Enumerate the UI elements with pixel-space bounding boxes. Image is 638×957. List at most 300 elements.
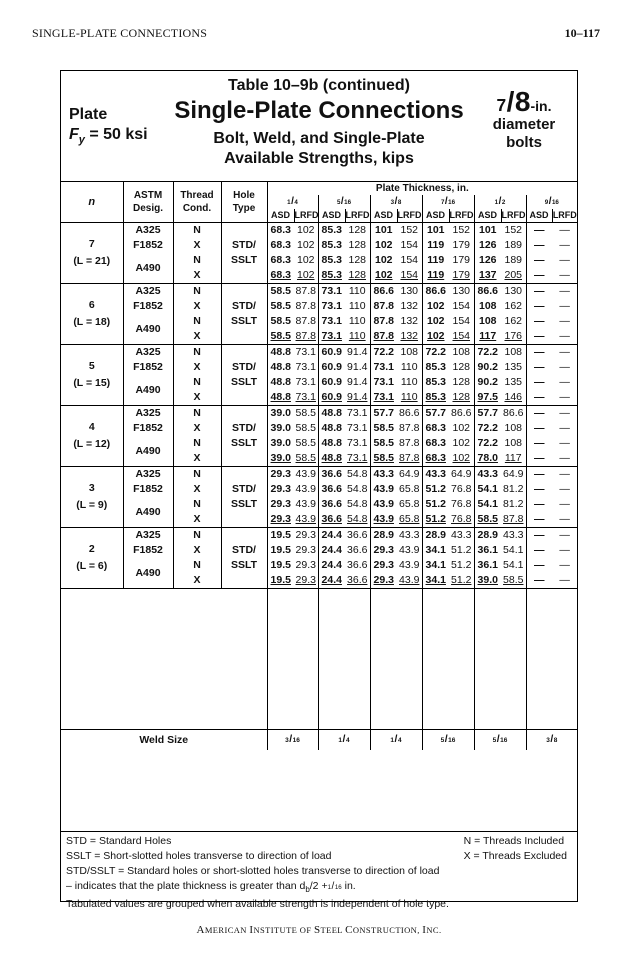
thickness-header: 9 / 16 (526, 195, 577, 209)
strength-value (318, 467, 345, 483)
strength-value (449, 253, 474, 268)
value-text: 108 (452, 346, 471, 358)
weld-size-label: Weld Size (61, 730, 267, 751)
value-text: 154 (400, 254, 419, 266)
strength-value (449, 268, 474, 284)
value-text: 43.3 (373, 468, 394, 480)
thread-cell: N (173, 467, 221, 483)
value-text: 101 (426, 224, 445, 236)
strength-value (267, 573, 294, 589)
strength-value (552, 238, 577, 253)
strength-value (552, 558, 577, 573)
strength-value (318, 482, 345, 497)
value-text: — (559, 529, 570, 541)
value-text: 28.9 (477, 529, 498, 541)
value-text: 58.5 (373, 437, 394, 449)
value-text: 101 (478, 224, 497, 236)
astm-cell: A325 (123, 528, 173, 544)
thread-cell: X (173, 238, 221, 253)
strength-value (397, 482, 422, 497)
strength-value (526, 558, 552, 573)
table-row (61, 238, 577, 253)
strength-value (370, 299, 397, 314)
thread-cell: N (173, 497, 221, 512)
table-frame (60, 70, 578, 911)
strength-value (449, 497, 474, 512)
value-text: — (534, 269, 545, 281)
value-text: 86.6 (451, 407, 472, 419)
value-text: 29.3 (373, 574, 394, 586)
astm-cell: A490 (123, 314, 173, 345)
strength-value (397, 223, 422, 239)
value-text: 119 (427, 239, 445, 251)
value-text: — (559, 239, 570, 251)
strength-value (345, 436, 370, 451)
strength-value (267, 467, 294, 483)
plate-thickness-header: Plate Thickness, in. (267, 182, 577, 196)
strength-value (397, 284, 422, 300)
strength-value (552, 268, 577, 284)
strength-value (294, 268, 318, 284)
weld-size-row (61, 730, 577, 751)
strength-value (370, 512, 397, 528)
value-text: — (534, 391, 545, 403)
strength-value (318, 406, 345, 422)
value-text: 137 (478, 269, 497, 281)
strength-value (526, 512, 552, 528)
strength-value (422, 573, 449, 589)
value-text: 58.5 (503, 574, 524, 586)
lrfd-header: LRFD (501, 209, 526, 223)
value-text: 73.1 (347, 407, 368, 419)
value-text: 85.3 (425, 376, 446, 388)
strength-value (318, 299, 345, 314)
strength-value (294, 299, 318, 314)
strength-value (370, 406, 397, 422)
strength-value (294, 284, 318, 300)
value-text: 128 (348, 254, 367, 266)
strength-value (318, 253, 345, 268)
value-text: 72.2 (477, 346, 498, 358)
hole-type-cell: STD/ (221, 360, 267, 375)
strength-value (294, 253, 318, 268)
thread-cell: N (173, 314, 221, 329)
strength-value (267, 436, 294, 451)
value-text: 36.6 (347, 544, 368, 556)
hole-type-cell (221, 223, 267, 239)
value-text: 48.8 (321, 452, 342, 464)
strength-value (345, 375, 370, 390)
value-text: 152 (400, 224, 419, 236)
value-text: 24.4 (321, 544, 342, 556)
value-text: 58.5 (270, 300, 291, 312)
strength-value (345, 467, 370, 483)
value-text: 36.6 (321, 498, 342, 510)
strength-value (422, 223, 449, 239)
value-text: 146 (504, 391, 523, 403)
value-text: 102 (452, 422, 471, 434)
value-text: 43.9 (295, 498, 316, 510)
strength-value (474, 543, 501, 558)
strength-value (501, 482, 526, 497)
value-text: 65.8 (399, 483, 420, 495)
hole-type-cell (221, 345, 267, 361)
strength-value (345, 512, 370, 528)
value-text: 65.8 (399, 498, 420, 510)
value-text: 102 (374, 254, 393, 266)
value-text: 19.5 (270, 529, 291, 541)
value-text: 97.5 (477, 391, 498, 403)
strength-value (397, 558, 422, 573)
table-title: Single-Plate Connections (174, 97, 464, 124)
strength-value (345, 390, 370, 406)
strength-value (294, 573, 318, 589)
strength-value (422, 253, 449, 268)
value-text: 128 (452, 391, 471, 403)
strength-value (422, 329, 449, 345)
value-text: — (559, 559, 570, 571)
value-text: — (559, 269, 570, 281)
value-text: 29.3 (373, 559, 394, 571)
hole-type-cell (221, 329, 267, 345)
value-text: 57.7 (477, 407, 498, 419)
value-text: 90.2 (477, 361, 498, 373)
strength-value (267, 558, 294, 573)
strength-value (318, 329, 345, 345)
astm-cell: F1852 (123, 421, 173, 436)
thickness-header: 1 / 2 (474, 195, 526, 209)
strength-value (345, 482, 370, 497)
value-text: 57.7 (373, 407, 394, 419)
value-text: 102 (426, 300, 445, 312)
value-text: 43.9 (399, 574, 420, 586)
strength-value (267, 390, 294, 406)
value-text: 135 (504, 361, 523, 373)
value-text: 87.8 (295, 285, 316, 297)
strength-value (345, 360, 370, 375)
hole-type-cell: SSLT (221, 436, 267, 451)
astm-cell: F1852 (123, 543, 173, 558)
astm-cell: A325 (123, 223, 173, 239)
hole-type-cell (221, 406, 267, 422)
value-text: 34.1 (425, 574, 446, 586)
value-text: 68.3 (425, 422, 446, 434)
value-text: — (534, 330, 545, 342)
strength-value (449, 467, 474, 483)
value-text: 58.5 (295, 407, 316, 419)
value-text: 72.2 (373, 346, 394, 358)
strength-value (397, 360, 422, 375)
value-text: 58.5 (270, 285, 291, 297)
astm-cell: A325 (123, 406, 173, 422)
strength-value (345, 268, 370, 284)
strength-value (294, 543, 318, 558)
value-text: 110 (400, 391, 418, 403)
strength-value (294, 451, 318, 467)
value-text: 58.5 (270, 315, 291, 327)
strength-value (370, 314, 397, 329)
value-text: 78.0 (477, 452, 498, 464)
strength-value (397, 314, 422, 329)
strength-value (345, 573, 370, 589)
value-text: 73.1 (295, 346, 316, 358)
value-text: — (559, 361, 570, 373)
value-text: 54.8 (347, 498, 368, 510)
strength-value (267, 451, 294, 467)
value-text: — (559, 285, 570, 297)
fy-label: $F_y = 50$ ksi (69, 126, 148, 147)
strength-value (294, 238, 318, 253)
value-text: — (559, 315, 570, 327)
table-row (61, 558, 577, 573)
thread-cell: X (173, 360, 221, 375)
strength-value (345, 543, 370, 558)
strength-value (294, 436, 318, 451)
value-text: 43.9 (295, 483, 316, 495)
strength-value (345, 497, 370, 512)
value-text: — (534, 239, 545, 251)
value-text: 76.8 (451, 513, 472, 525)
hole-type-cell: STD/ (221, 421, 267, 436)
strength-value (422, 421, 449, 436)
value-text: — (534, 300, 545, 312)
value-text: 48.8 (270, 346, 291, 358)
value-text: 110 (348, 315, 366, 327)
strength-value (370, 223, 397, 239)
strength-value (449, 451, 474, 467)
strength-value (294, 467, 318, 483)
strength-value (397, 436, 422, 451)
value-text: 43.3 (503, 529, 524, 541)
strength-value (501, 284, 526, 300)
strength-value (449, 390, 474, 406)
value-text: 110 (348, 285, 366, 297)
value-text: 87.8 (399, 437, 420, 449)
strength-value (474, 573, 501, 589)
value-text: — (534, 254, 545, 266)
value-text: 86.6 (373, 285, 394, 297)
strength-value (501, 238, 526, 253)
value-text: 58.5 (270, 330, 291, 342)
strength-value (526, 497, 552, 512)
value-text: 29.3 (295, 559, 316, 571)
value-text: 28.9 (373, 529, 394, 541)
value-text: 36.6 (321, 513, 342, 525)
strength-value (345, 329, 370, 345)
strength-value (449, 299, 474, 314)
strength-value (294, 406, 318, 422)
strength-value (397, 345, 422, 361)
value-text: 154 (400, 269, 419, 281)
strength-value (501, 421, 526, 436)
strength-value (318, 314, 345, 329)
value-text: 60.9 (321, 391, 342, 403)
value-text: 154 (452, 300, 471, 312)
strength-value (370, 329, 397, 345)
value-text: 85.3 (425, 391, 446, 403)
strength-value (318, 375, 345, 390)
footnote-x-def: X = Threads Excluded (463, 850, 567, 862)
value-text: — (534, 407, 545, 419)
value-text: 68.3 (270, 224, 291, 236)
table-continued: Table 10–9b (continued) (228, 77, 410, 94)
table-row (61, 421, 577, 436)
thread-legend (464, 834, 567, 864)
strength-value (552, 406, 577, 422)
value-text: 154 (400, 239, 419, 251)
value-text: 102 (296, 224, 315, 236)
page-number: 10–117 (564, 26, 600, 40)
value-text: — (534, 468, 545, 480)
value-text: 130 (504, 285, 523, 297)
strength-value (449, 329, 474, 345)
value-text: 152 (452, 224, 471, 236)
value-text: 205 (504, 269, 523, 281)
strength-value (422, 406, 449, 422)
hole-type-cell: SSLT (221, 375, 267, 390)
value-text: 43.3 (451, 529, 472, 541)
strength-value (318, 451, 345, 467)
strength-value (552, 451, 577, 467)
lrfd-header: LRFD (345, 209, 370, 223)
table-row (61, 436, 577, 451)
value-text: 65.8 (399, 513, 420, 525)
value-text: 102 (452, 437, 471, 449)
astm-cell: A490 (123, 558, 173, 589)
value-text: 48.8 (270, 391, 291, 403)
strength-value (449, 512, 474, 528)
value-text: 87.8 (295, 315, 316, 327)
value-text: 29.3 (295, 544, 316, 556)
value-text: 87.8 (373, 315, 394, 327)
value-text: 81.2 (503, 483, 524, 495)
value-text: — (534, 483, 545, 495)
strength-value (526, 375, 552, 390)
table-row (61, 284, 577, 300)
strength-value (474, 375, 501, 390)
value-text: — (534, 574, 545, 586)
table-row (61, 314, 577, 329)
strength-value (318, 345, 345, 361)
value-text: 24.4 (321, 529, 342, 541)
bolt-diameter-block (479, 86, 569, 152)
thread-cell: N (173, 406, 221, 422)
value-text: 43.9 (373, 498, 394, 510)
value-text: 110 (348, 330, 366, 342)
value-text: 110 (348, 300, 366, 312)
strength-value (474, 390, 501, 406)
value-text: 132 (400, 300, 419, 312)
value-text: 81.2 (503, 498, 524, 510)
strength-value (370, 467, 397, 483)
blank-cell (474, 589, 526, 730)
strength-value (552, 284, 577, 300)
value-text: — (534, 559, 545, 571)
strength-value (345, 451, 370, 467)
strength-value (422, 299, 449, 314)
footnotes (61, 831, 577, 912)
value-text: 43.9 (399, 544, 420, 556)
strength-value (449, 360, 474, 375)
value-text: 86.6 (425, 285, 446, 297)
value-text: 73.1 (347, 437, 368, 449)
strength-value (267, 253, 294, 268)
astm-cell: A490 (123, 375, 173, 406)
strength-value (345, 406, 370, 422)
strength-value (552, 573, 577, 589)
value-text: 51.2 (451, 574, 472, 586)
strength-value (526, 314, 552, 329)
value-text: 110 (400, 376, 418, 388)
value-text: 48.8 (321, 422, 342, 434)
strength-value (370, 390, 397, 406)
thread-cell: N (173, 528, 221, 544)
value-text: 102 (374, 269, 393, 281)
value-text: 128 (452, 361, 471, 373)
bolt-count-cell: 5 (L = 15) (61, 345, 123, 406)
value-text: 87.8 (295, 300, 316, 312)
strength-value (474, 345, 501, 361)
strength-value (370, 268, 397, 284)
weld-size-value: 3 / 8 (526, 730, 577, 751)
strength-value (501, 573, 526, 589)
value-text: 132 (400, 315, 419, 327)
strength-value (345, 314, 370, 329)
strength-value (345, 284, 370, 300)
strength-value (294, 375, 318, 390)
strength-value (552, 375, 577, 390)
value-text: 108 (504, 346, 523, 358)
strength-value (370, 345, 397, 361)
strength-value (526, 223, 552, 239)
thread-cell: N (173, 375, 221, 390)
value-text: 29.3 (270, 468, 291, 480)
asd-header: ASD (267, 209, 294, 223)
col-n-header: n (61, 182, 123, 223)
strength-value (267, 360, 294, 375)
asd-header: ASD (318, 209, 345, 223)
running-head: SINGLE-PLATE CONNECTIONS (32, 26, 208, 40)
value-text: 86.6 (477, 285, 498, 297)
value-text: 28.9 (425, 529, 446, 541)
value-text: 126 (478, 239, 497, 251)
value-text: — (559, 483, 570, 495)
value-text: 64.9 (451, 468, 472, 480)
value-text: 91.4 (347, 361, 368, 373)
thread-cell: X (173, 390, 221, 406)
strength-value (552, 421, 577, 436)
strength-value (422, 314, 449, 329)
value-text: 51.2 (451, 559, 472, 571)
strength-value (526, 390, 552, 406)
strength-value (318, 360, 345, 375)
table-row (61, 253, 577, 268)
value-text: 19.5 (270, 559, 291, 571)
weld-size-value: 1 / 4 (370, 730, 422, 751)
value-text: 43.9 (373, 483, 394, 495)
strength-value (552, 543, 577, 558)
thread-cell: X (173, 512, 221, 528)
table-row (61, 497, 577, 512)
strength-value (294, 421, 318, 436)
astm-cell: A325 (123, 345, 173, 361)
strength-value (345, 238, 370, 253)
value-text: 87.8 (399, 422, 420, 434)
strength-value (552, 223, 577, 239)
strength-value (422, 451, 449, 467)
asd-header: ASD (526, 209, 552, 223)
strength-value (294, 528, 318, 544)
